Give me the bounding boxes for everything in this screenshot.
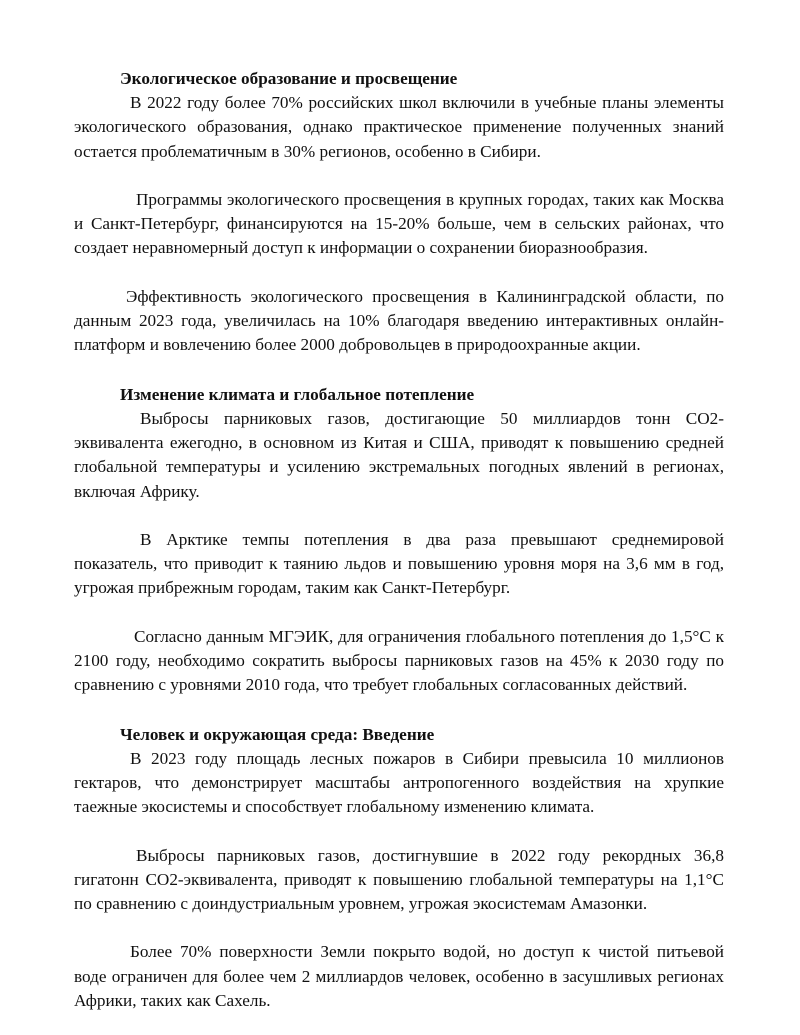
paragraph: Более 70% поверхности Земли покрыто водой, но доступ к чистой питьевой воде ограничен для более чем 2 миллиардов человек, особенно в засушливых регионах Африки, таких как Сахель. [74,942,724,1011]
section-heading: Экологическое образование и просвещение [120,69,458,88]
paragraph: Программы экологического просвещения в крупных городах, таких как Москва и Санкт-Петербург, финансируются на 15-20% больше, чем в сельских районах, что создает неравномерный доступ к информации о сохранении биоразнообразия. [74,189,724,258]
section-heading: Человек и окружающая среда: Введение [120,724,435,744]
section-heading: Изменение климата и глобальное потепление [120,384,475,404]
paragraph: В 2022 году более 70% российских школ включили в учебные планы элементы экологического образования, однако практическое применение полученных знаний остается проблематичным в 30% регионов, особенно в Сибири. [74,93,724,161]
section-human-environment [74,722,724,1014]
paragraph: Выбросы парниковых газов, достигающие 50 миллиардов тонн CO2-эквивалента ежегодно, в основном из Китая и США, приводят к повышению средней глобальной температуры и усилению экстремальных погодных явлений в регионах, включая Африку. [74,408,724,501]
paragraph: Эффективность экологического просвещения в Калининградской области, по данным 2023 года, увеличилась на 10% благодаря введению интерактивных онлайн-платформ и вовлечению более 2000 добровольцев в природоохранные акции. [74,286,724,355]
paragraph: Выбросы парниковых газов, достигнувшие в 2022 году рекордных 36,8 гигатонн CO2-эквивалента, приводят к повышению глобальной температуры на 1,1°C по сравнению с доиндустриальным уровнем, угрожая экосистемам Амазонки. [74,845,724,914]
section-climate-change [74,382,724,698]
paragraph: В Арктике темпы потепления в два раза превышают среднемировой показатель, что приводит к таянию льдов и повышению уровня моря на 3,6 мм в год, угрожая прибрежным городам, таким как Санкт-Петербург. [74,529,724,598]
section-ecological-education [74,66,724,358]
paragraph: В 2023 году площадь лесных пожаров в Сибири превысила 10 миллионов гектаров, что демонстрирует масштабы антропогенного воздействия на хрупкие таежные экосистемы и способствует глобальному изменению климата. [74,748,724,817]
paragraph: Согласно данным МГЭИК, для ограничения глобального потепления до 1,5°C к 2100 году, необходимо сократить выбросы парниковых газов на 45% к 2030 году по сравнению с уровнями 2010 года, что требует глобальных согласованных действий. [74,626,724,695]
